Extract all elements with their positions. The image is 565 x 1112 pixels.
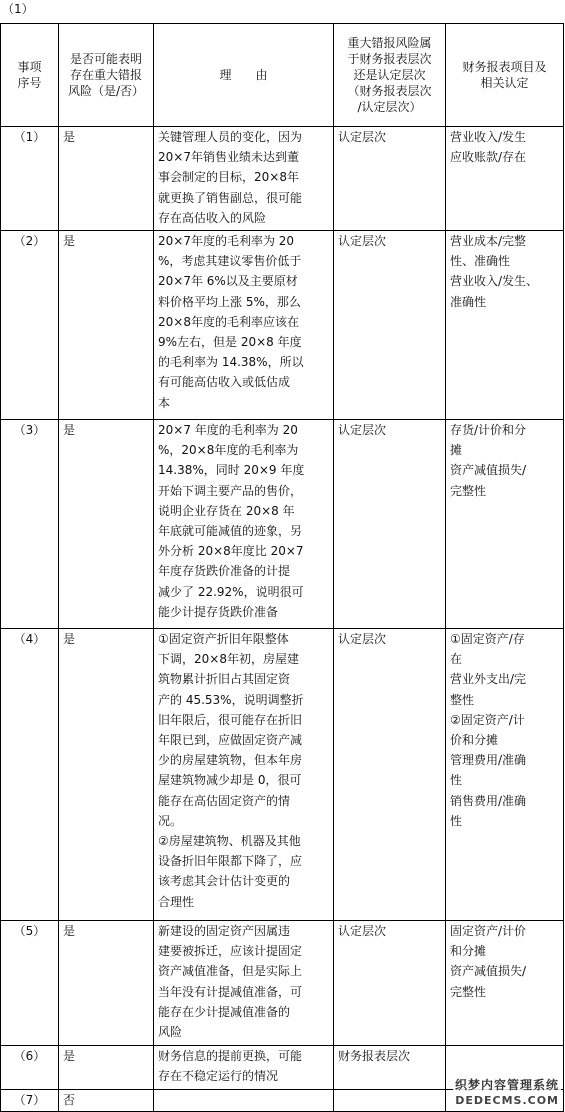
statement-item-line: 和分摊 — [450, 944, 487, 959]
item-number-cell: （2） — [1, 231, 59, 420]
risk-level-cell — [334, 1090, 446, 1112]
statement-item-line: 性、准确性 — [450, 254, 511, 269]
reason-line: 财务信息的提前更换，可能 — [158, 1049, 303, 1063]
item-number-cell: （6） — [1, 1046, 59, 1090]
reason-line: 说明企业存货在 20×8 年 — [158, 503, 295, 518]
statement-items-cell — [446, 921, 564, 1046]
statement-item-line: 价和分摊 — [450, 733, 499, 748]
statement-items-cell — [446, 231, 564, 420]
statement-item-line: 完整性 — [450, 984, 487, 999]
reason-line: 风险 — [158, 1025, 183, 1040]
statement-item-line: 应收账款/存在 — [450, 150, 527, 165]
reason-line: 料价格平均上涨 5%，那么 — [158, 294, 301, 309]
reason-line: 20×7年 6%以及主要原材 — [158, 274, 298, 289]
item-number-cell: （3） — [1, 420, 59, 629]
table-row — [1, 231, 564, 420]
page-label: （1） — [2, 2, 34, 16]
reason-line: 新建设的固定资产因属违 — [158, 924, 291, 938]
statement-item-line: 完整性 — [450, 483, 487, 498]
reason-line: 减少了 22.92%，说明很可 — [158, 584, 304, 599]
header-risk-indicated: 是否可能表明 存在重大错报 风险（是/否） — [59, 24, 154, 127]
reason-line: 筑物累计折旧占其固定资 — [158, 672, 291, 687]
table-row — [1, 921, 564, 1046]
risk-indicated-cell: 是 — [59, 1046, 154, 1090]
statement-item-line: 存货/计价和分 — [450, 423, 527, 437]
reason-line: 20×7年度的毛利率为 20 — [158, 234, 295, 248]
risk-indicated-cell: 是 — [59, 921, 154, 1046]
reason-line: 况。 — [158, 813, 183, 828]
reason-cell — [154, 127, 334, 231]
reason-line: 年度存货跌价准备的计提 — [158, 564, 291, 579]
reason-line: 外分析 20×8年度比 20×7 — [158, 544, 304, 559]
reason-line: 少的房屋建筑物，但本年房 — [158, 753, 303, 768]
header-reason: 理 由 — [154, 24, 334, 127]
reason-line: 关键管理人员的变化，因为 — [158, 130, 303, 144]
item-number-cell: （1） — [1, 127, 59, 231]
reason-line: 能存在高估固定资产的情 — [158, 793, 291, 808]
reason-line: 9%左右，但是 20×8 年度 — [158, 335, 302, 350]
table-header-row — [1, 24, 564, 127]
table-row — [1, 127, 564, 231]
reason-line: 能存在少计提减值准备的 — [158, 1004, 291, 1019]
risk-level-cell: 认定层次 — [334, 921, 446, 1046]
reason-line: ②房屋建筑物、机器及其他 — [158, 834, 301, 849]
statement-item-line: 整性 — [450, 692, 475, 707]
table-row — [1, 629, 564, 921]
statement-item-line: 准确性 — [450, 294, 487, 309]
reason-line: ①固定资产折旧年限整体 — [158, 632, 289, 646]
reason-cell — [154, 1046, 334, 1090]
reason-line: 20×7年销售业绩未达到董 — [158, 150, 299, 165]
reason-line: 旧年限后，很可能存在折旧 — [158, 712, 303, 727]
reason-line: 就更换了销售副总，很可能 — [158, 190, 303, 205]
item-number-cell: （7） — [1, 1090, 59, 1112]
header-item-number: 事项 序号 — [1, 24, 59, 127]
statement-items-cell — [446, 420, 564, 629]
reason-line: 建要被拆迁，应该计提固定 — [158, 944, 303, 959]
statement-item-line: 资产减值损失/ — [450, 463, 527, 478]
reason-line: 存在高估收入的风险 — [158, 210, 267, 225]
reason-line: 资产减值准备，但是实际上 — [158, 964, 303, 979]
watermark-logo — [453, 1078, 561, 1108]
reason-line: 该考虑其会计估计变更的 — [158, 874, 291, 889]
statement-item-line: 摊 — [450, 443, 463, 458]
statement-items-cell — [446, 127, 564, 231]
reason-line: 20×7 年度的毛利率为 20 — [158, 423, 298, 437]
risk-assessment-table — [0, 23, 564, 1112]
reason-cell — [154, 1090, 334, 1112]
table-row — [1, 420, 564, 629]
risk-indicated-cell: 是 — [59, 420, 154, 629]
statement-item-line: ②固定资产/计 — [450, 712, 525, 727]
statement-item-line: 营业收入/发生、 — [450, 274, 539, 289]
reason-cell — [154, 921, 334, 1046]
reason-line: 下调，20×8年初，房屋建 — [158, 652, 299, 667]
reason-line: 屋建筑物减少却是 0，很可 — [158, 773, 302, 788]
risk-level-cell: 认定层次 — [334, 629, 446, 921]
reason-line: 的毛利率为 14.38%，所以 — [158, 355, 304, 370]
watermark-text: 织梦内容管理系统 — [454, 1078, 559, 1092]
reason-line: %，考虑其建议零售价低于 — [158, 254, 302, 269]
reason-line: 事会制定的目标，20×8年 — [158, 170, 299, 185]
risk-level-cell: 认定层次 — [334, 420, 446, 629]
reason-line: 年限已到，应做固定资产减 — [158, 733, 303, 748]
risk-indicated-cell: 是 — [59, 127, 154, 231]
statement-item-line: 性 — [450, 813, 463, 828]
statement-item-line: 营业外支出/完 — [450, 672, 527, 687]
watermark-domain: DEDECMS.COM — [455, 1094, 559, 1107]
header-risk-level: 重大错报风险属 于财务报表层次 还是认定层次 （财务报表层次 /认定层次） — [334, 24, 446, 127]
reason-line: 有可能高估收入或低估成 — [158, 375, 291, 390]
risk-indicated-cell: 是 — [59, 629, 154, 921]
risk-level-cell: 财务报表层次 — [334, 1046, 446, 1090]
statement-item-line: 管理费用/准确 — [450, 753, 527, 768]
item-number-cell: （5） — [1, 921, 59, 1046]
statement-item-line: 营业收入/发生 — [450, 130, 527, 144]
reason-line: 产的 45.53%，说明调整折 — [158, 692, 304, 707]
reason-line: 开始下调主要产品的售价， — [158, 483, 303, 498]
statement-item-line: ①固定资产/存 — [450, 632, 525, 646]
risk-indicated-cell: 否 — [59, 1090, 154, 1112]
statement-item-line: 资产减值损失/ — [450, 964, 527, 979]
reason-line: 当年没有计提减值准备，可 — [158, 984, 303, 999]
statement-item-line: 性 — [450, 773, 463, 788]
risk-level-cell: 认定层次 — [334, 127, 446, 231]
reason-line: 存在不稳定运行的情况 — [158, 1069, 279, 1084]
reason-line: 14.38%，同时 20×9 年度 — [158, 463, 305, 478]
reason-line: 20×8年度的毛利率应该在 — [158, 314, 299, 329]
reason-line: %，20×8年度的毛利率为 — [158, 443, 299, 458]
reason-cell — [154, 231, 334, 420]
reason-line: 本 — [158, 395, 171, 410]
reason-line: 年底就可能减值的迹象，另 — [158, 524, 303, 539]
header-statement-items: 财务报表项目及 相关认定 — [446, 24, 564, 127]
risk-indicated-cell: 是 — [59, 231, 154, 420]
statement-item-line: 在 — [450, 652, 463, 667]
reason-line: 合理性 — [158, 894, 195, 909]
reason-line: 设备折旧年限都下降了，应 — [158, 854, 303, 869]
reason-cell — [154, 629, 334, 921]
statement-items-cell — [446, 629, 564, 921]
item-number-cell: （4） — [1, 629, 59, 921]
risk-level-cell: 认定层次 — [334, 231, 446, 420]
statement-item-line: 销售费用/准确 — [450, 793, 527, 808]
statement-item-line: 固定资产/计价 — [450, 924, 527, 938]
reason-line: 能少计提存货跌价准备 — [158, 604, 279, 619]
reason-cell — [154, 420, 334, 629]
statement-item-line: 营业成本/完整 — [450, 234, 527, 248]
